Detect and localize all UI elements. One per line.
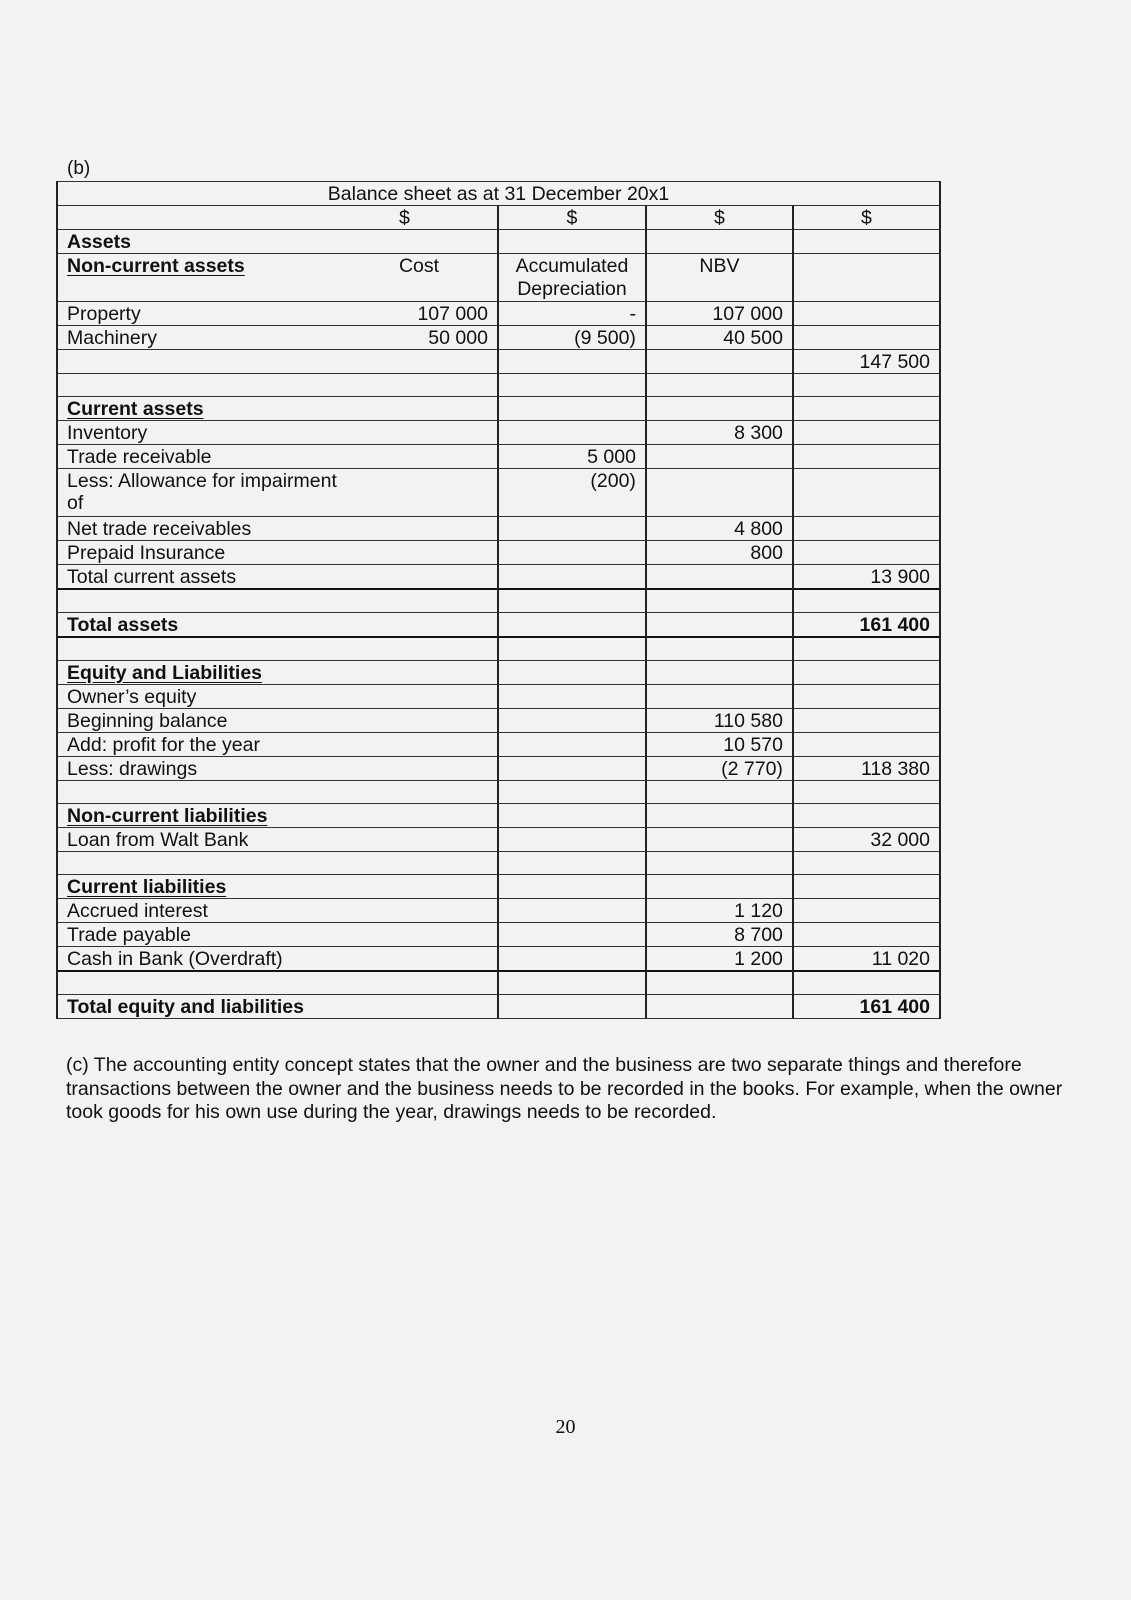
table-row: Trade receivable 5 000 — [57, 445, 940, 469]
table-row — [57, 637, 940, 661]
table-row — [57, 852, 940, 875]
currency-total: $ — [793, 206, 940, 230]
assets-heading: Assets — [57, 230, 399, 254]
table-row: Owner’s equity — [57, 685, 940, 709]
table-row: Machinery 50 000 (9 500) 40 500 — [57, 326, 940, 350]
currency-nbv: $ — [646, 206, 793, 230]
table-row: Add: profit for the year 10 570 — [57, 733, 940, 757]
table-row: Cash in Bank (Overdraft) 1 200 11 020 — [57, 947, 940, 972]
table-row: Prepaid Insurance 800 — [57, 541, 940, 565]
table-row: Property 107 000 - 107 000 — [57, 302, 940, 326]
table-row — [57, 661, 940, 685]
table-row — [57, 875, 940, 899]
table-row: Trade payable 8 700 — [57, 923, 940, 947]
table-row — [57, 254, 940, 302]
part-c-paragraph: (c) The accounting entity concept states that the owner and the business are two separate things and therefore transactions between the owner and the business needs to be recorded in the books. For example, when the owner took goods for his own use during the year, drawings needs to be recorded. — [66, 1054, 1063, 1123]
col-nbv-header: NBV — [646, 254, 793, 302]
table-row: Loan from Walt Bank 32 000 — [57, 828, 940, 852]
page-number: 20 — [555, 1416, 576, 1438]
equity-liabilities-heading: Equity and Liabilities — [67, 662, 263, 684]
table-row: Beginning balance 110 580 — [57, 709, 940, 733]
noncurrent-total: 147 500 — [793, 350, 940, 374]
total-assets-value: 161 400 — [793, 613, 940, 638]
table-row: Inventory 8 300 — [57, 421, 940, 445]
table-title: Balance sheet as at 31 December 20x1 — [57, 182, 940, 206]
current-liabilities-heading: Current liabilities — [67, 876, 227, 898]
table-row — [57, 804, 940, 828]
currency-cost: $ — [399, 206, 498, 230]
table-row: Accrued interest 1 120 — [57, 899, 940, 923]
table-row: Less: drawings (2 770) 118 380 — [57, 757, 940, 781]
noncurrent-liabilities-heading: Non-current liabilities — [67, 805, 268, 827]
total-equity-liabilities-value: 161 400 — [793, 995, 940, 1019]
col-cost-header: Cost — [399, 254, 498, 302]
table-row: Total equity and liabilities 161 400 — [57, 995, 940, 1019]
table-row — [57, 230, 940, 254]
table-row — [57, 350, 940, 374]
table-row: Total assets 161 400 — [57, 613, 940, 638]
table-row — [57, 397, 940, 421]
table-row: Less: Allowance for impairment of (200) — [57, 469, 940, 517]
noncurrent-assets-heading: Non-current assets — [67, 255, 245, 277]
table-row: Total current assets 13 900 — [57, 565, 940, 590]
current-assets-heading: Current assets — [67, 398, 204, 420]
table-row — [57, 971, 940, 995]
col-accum-header: Accumulated Depreciation — [498, 254, 646, 302]
table-row — [57, 374, 940, 397]
table-row — [57, 589, 940, 613]
table-row: Net trade receivables 4 800 — [57, 517, 940, 541]
balance-sheet-table — [56, 181, 941, 1019]
currency-row — [57, 206, 940, 230]
table-title-row — [57, 182, 940, 206]
currency-accum: $ — [498, 206, 646, 230]
part-b-label: (b) — [67, 158, 91, 179]
table-row — [57, 781, 940, 804]
